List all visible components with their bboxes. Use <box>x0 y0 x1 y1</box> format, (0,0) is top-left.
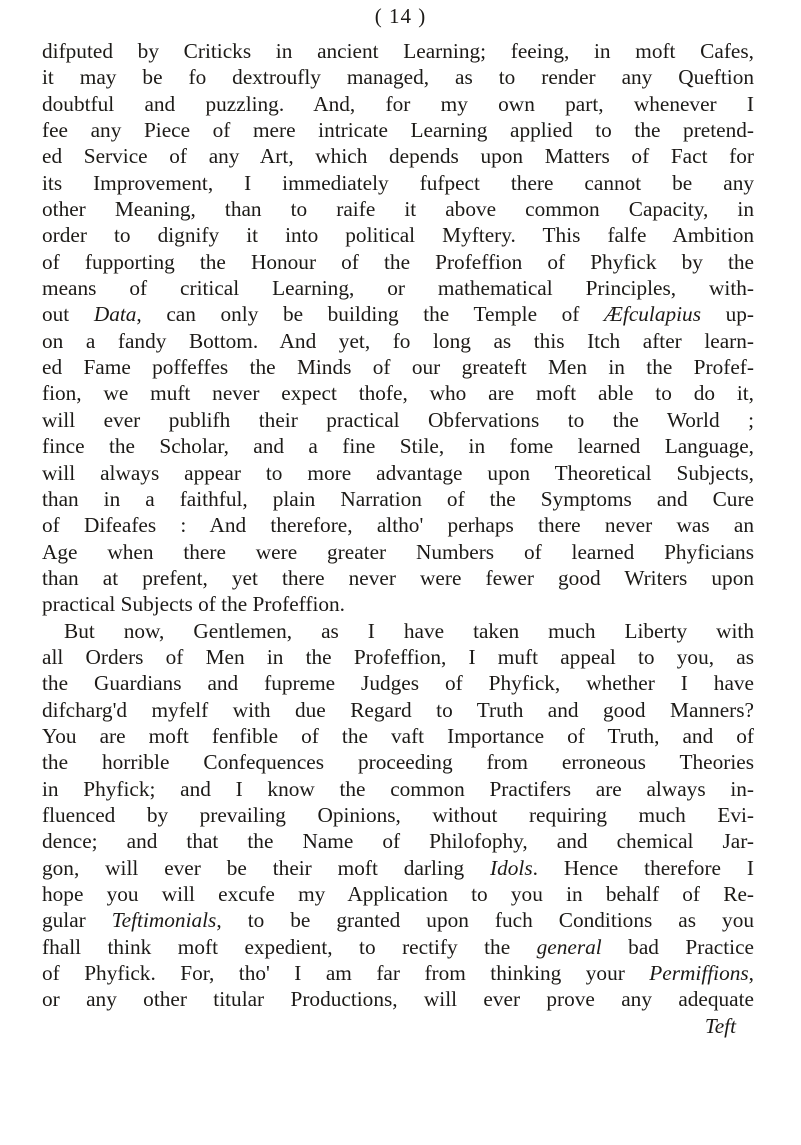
text-run: the Guardians and fupreme Judges of Phyfick, whether I have <box>42 671 754 696</box>
text-run: ed Service of any Art, which depends upon Matters of Fact for <box>42 144 754 169</box>
text-run: of fupporting the Honour of the Profeffion of Phyfick by the <box>42 249 754 274</box>
text-run: fhall think moft expedient, to rectify the <box>42 934 537 959</box>
text-line <box>42 618 754 644</box>
text-run: it may be fo dextroufly managed, as to render any Queftion <box>42 65 754 90</box>
text-run: in Phyfick; and I know the common Practifers are always in- <box>42 776 754 801</box>
italic-phrase: Idols <box>490 855 533 880</box>
text-line <box>42 117 754 143</box>
italic-phrase: Teftimonials <box>111 908 217 933</box>
text-line <box>42 407 754 433</box>
text-line <box>42 960 754 986</box>
text-line <box>42 170 754 196</box>
italic-phrase: Data <box>93 302 137 327</box>
text-run: , <box>748 961 754 986</box>
text-line <box>42 749 754 775</box>
text-run: fion, we muft never expect thofe, who are moft able to do it, <box>42 381 754 406</box>
text-run: hope you will excufe my Application to you in behalf of Re- <box>42 882 754 906</box>
text-run: difcharg'd myfelf with due Regard to Truth and good Manners? <box>42 697 754 722</box>
text-run: of Phyfick. For, tho' I am far from thinking your <box>42 961 650 986</box>
text-run: than at prefent, yet there never were fewer good Writers upon <box>42 565 754 590</box>
text-line <box>42 275 754 301</box>
text-run: practical Subjects of the Profeffion. <box>42 592 345 617</box>
text-run: , can only be building the Temple of <box>136 302 604 327</box>
text-run: will ever publifh their practical Obfervations to the World ; <box>42 407 754 432</box>
text-line <box>42 670 754 696</box>
italic-phrase: Æfculapius <box>603 302 701 327</box>
body-text <box>42 38 754 1039</box>
text-line <box>42 433 754 459</box>
text-line <box>42 301 754 327</box>
text-line <box>42 934 754 960</box>
text-run: the horrible Confequences proceeding from erroneous Theories <box>42 750 754 775</box>
italic-phrase: general <box>536 934 602 959</box>
text-run: But now, Gentlemen, as I have taken much Liberty with <box>64 618 754 643</box>
text-line <box>42 38 754 64</box>
text-line <box>42 91 754 117</box>
text-line <box>42 222 754 248</box>
text-line <box>42 539 754 565</box>
text-line <box>42 196 754 222</box>
text-line <box>42 460 754 486</box>
text-run: . Hence therefore I <box>532 855 754 880</box>
text-run: gon, will ever be their moft darling <box>42 855 491 880</box>
text-run: doubtful and puzzling. And, for my own part, whenever I <box>42 91 754 116</box>
text-line <box>42 723 754 749</box>
text-run: or any other titular Productions, will ever prove any adequate <box>42 987 754 1012</box>
text-line <box>42 802 754 828</box>
text-run: all Orders of Men in the Profeffion, I muft appeal to you, as <box>42 644 754 669</box>
text-run: dence; and that the Name of Philofophy, and chemical Jar- <box>42 829 754 854</box>
text-line <box>42 986 754 1012</box>
text-line <box>42 565 754 591</box>
text-line <box>42 591 754 617</box>
text-line <box>42 776 754 802</box>
page-number: ( 14 ) <box>374 4 427 28</box>
text-line <box>42 64 754 90</box>
text-run: Age when there were greater Numbers of learned Phyficians <box>42 539 754 564</box>
text-line <box>42 697 754 723</box>
text-line <box>42 828 754 854</box>
text-line <box>42 486 754 512</box>
text-line <box>42 512 754 538</box>
text-run: bad Practice <box>601 934 754 959</box>
text-run: its Improvement, I immediately fufpect there cannot be any <box>42 170 754 195</box>
text-run: other Meaning, than to raife it above common Capacity, in <box>42 197 754 222</box>
text-run: , to be granted upon fuch Conditions as you <box>216 908 754 933</box>
text-run: of Difeafes : And therefore, altho' perhaps there never was an <box>42 513 754 538</box>
text-run: gular <box>42 908 112 933</box>
text-run: up- <box>701 302 754 327</box>
italic-phrase: Permiffions <box>649 961 749 986</box>
text-line <box>42 644 754 670</box>
text-run: means of critical Learning, or mathematical Principles, with- <box>42 276 754 301</box>
text-run: fluenced by prevailing Opinions, without requiring much Evi- <box>42 802 754 827</box>
text-line <box>42 328 754 354</box>
text-line <box>42 249 754 275</box>
text-run: ed Fame poffeffes the Minds of our greateft Men in the Profef- <box>42 355 754 380</box>
text-line <box>42 354 754 380</box>
text-run: than in a faithful, plain Narration of the Symptoms and Cure <box>42 486 754 511</box>
text-line <box>42 855 754 881</box>
text-run: difputed by Criticks in ancient Learning; feeing, in moft Cafes, <box>42 39 754 63</box>
text-line <box>42 881 754 907</box>
text-line <box>42 380 754 406</box>
text-run: will always appear to more advantage upon Theoretical Subjects, <box>42 460 754 485</box>
text-run: on a fandy Bottom. And yet, fo long as this Itch after learn- <box>42 328 754 353</box>
text-run: out <box>42 302 94 327</box>
text-run: You are moft fenfible of the vaft Importance of Truth, and of <box>42 723 754 748</box>
text-run: fince the Scholar, and a fine Stile, in fome learned Language, <box>42 434 754 459</box>
text-run: order to dignify it into political Myftery. This falfe Ambition <box>42 223 754 248</box>
text-run: fee any Piece of mere intricate Learning applied to the pretend- <box>42 118 754 143</box>
catchword: Teft <box>704 1013 736 1038</box>
text-line <box>42 907 754 933</box>
text-line <box>42 143 754 169</box>
